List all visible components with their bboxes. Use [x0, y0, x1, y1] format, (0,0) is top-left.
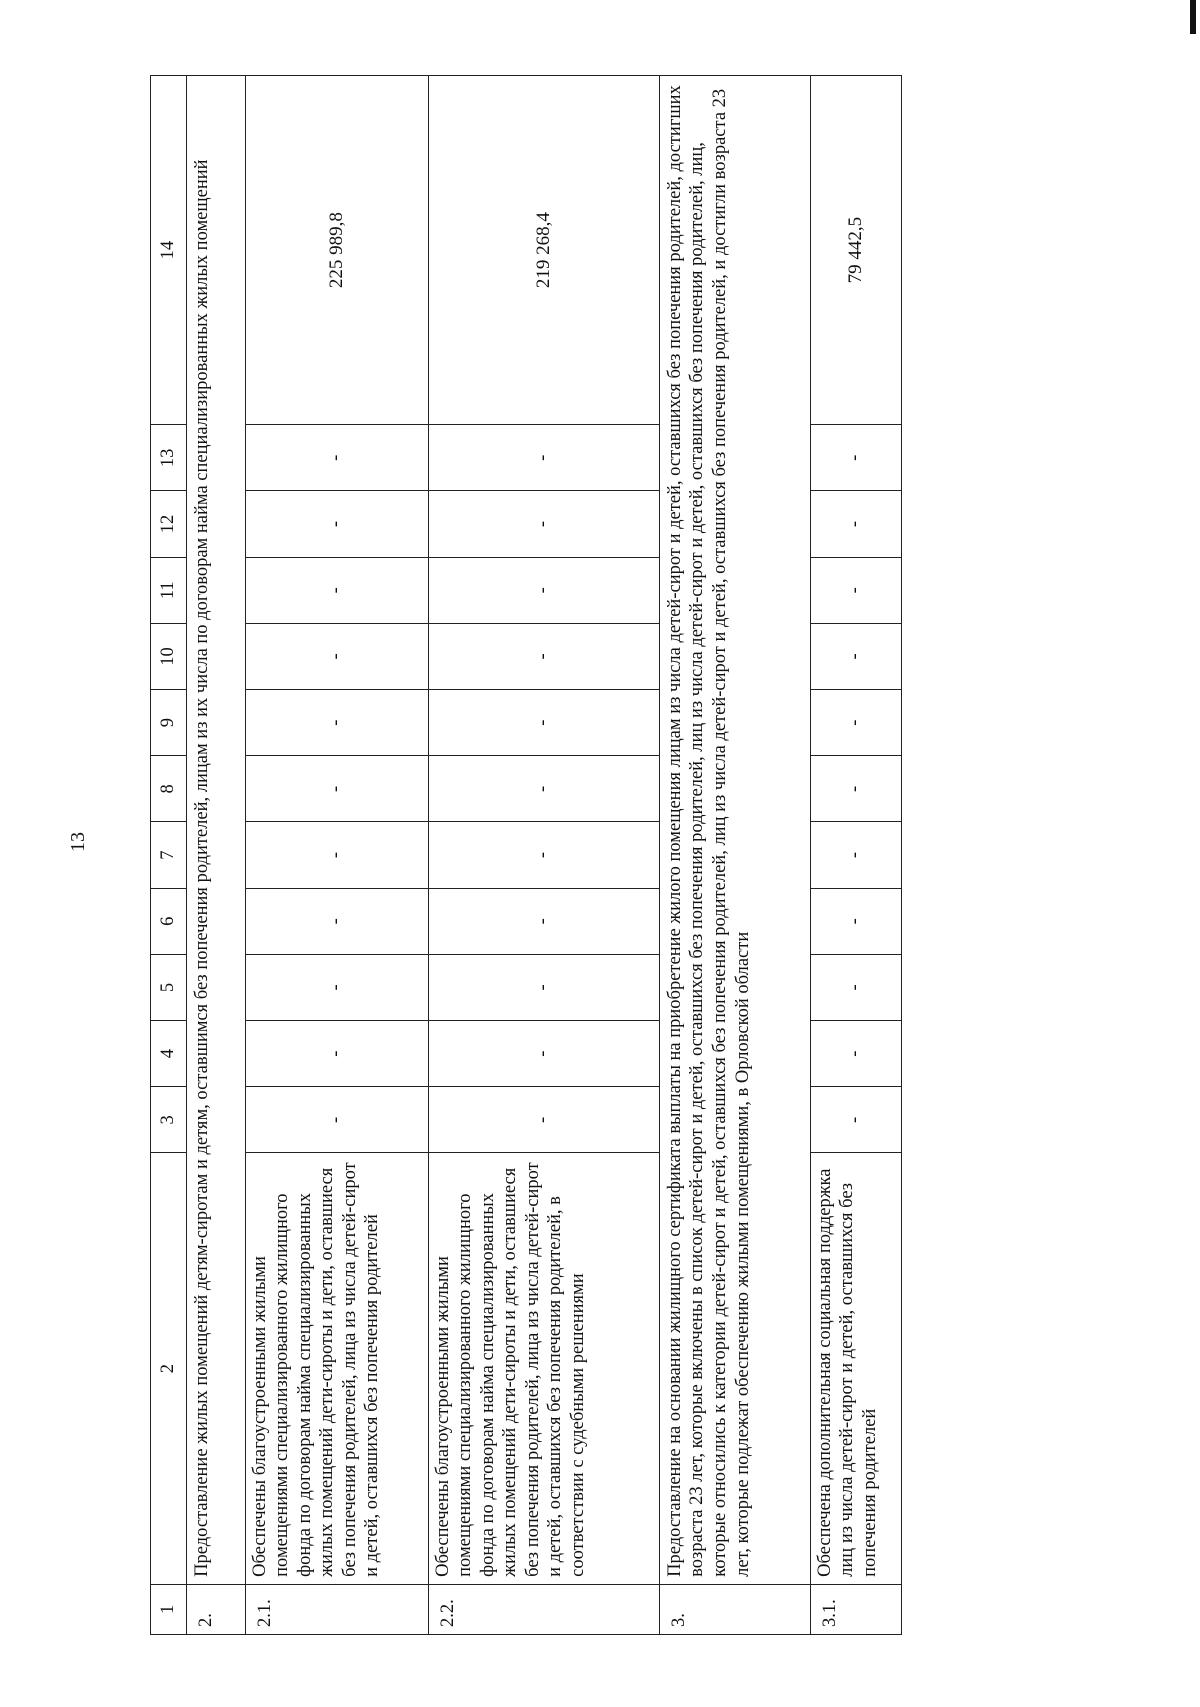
empty-value-cell: -: [245, 623, 428, 689]
column-header: 3: [151, 1087, 187, 1153]
row-description: Обеспечены благоустроенными жилыми помещениями специализированного жилищного фонда по договорам найма специализированных жилых помещений дети-сироты и дети, оставшиеся без попечения родителей, лица из числа детей-сирот и детей, оставшихся без попечения родителей: [245, 1153, 428, 1584]
column-header: 13: [151, 425, 187, 491]
table-row: [245, 76, 428, 1635]
total-value: 225 989,8: [245, 76, 428, 425]
column-header: 8: [151, 756, 187, 822]
page-number: 13: [67, 832, 89, 852]
row-number: 2.1.: [245, 1584, 428, 1634]
budget-table: [150, 75, 902, 1635]
table-body: [151, 76, 902, 1635]
section-title: Предоставление на основании жилищного сертификата выплаты на приобретение жилого помещения лицам из числа детей-сирот и детей, оставшихся без попечения родителей, достигших возраста 23 лет, которые включены в список детей-сирот и детей, оставшихся без попечения родителей, лиц из числа детей-сирот и детей, оставшихся без попечения родителей, лиц, которые относились к категории детей-сирот и детей, оставшихся без попечения родителей, лиц из числа детей-сирот и детей, оставшихся без попечения родителей, и достигли возраста 23 лет, которые подлежат обеспечению жилыми помещениями, в Орловской области: [659, 76, 810, 1585]
empty-value-cell: -: [245, 1021, 428, 1087]
column-header: 5: [151, 954, 187, 1020]
empty-value-cell: -: [810, 491, 901, 557]
column-header: 2: [151, 1153, 187, 1584]
empty-value-cell: -: [428, 1021, 659, 1087]
empty-value-cell: -: [245, 822, 428, 888]
empty-value-cell: -: [245, 1087, 428, 1153]
column-header: 7: [151, 822, 187, 888]
total-value: 79 442,5: [810, 76, 901, 425]
column-header: 9: [151, 690, 187, 756]
column-header: 10: [151, 623, 187, 689]
row-description: Обеспечена дополнительная социальная поддержка лиц из числа детей-сирот и детей, оставшихся без попечения родителей: [810, 1153, 901, 1584]
empty-value-cell: -: [428, 491, 659, 557]
row-number: 3.1.: [810, 1584, 901, 1634]
empty-value-cell: -: [428, 954, 659, 1020]
column-number-row: [151, 76, 187, 1635]
section-number: 3.: [659, 1584, 810, 1634]
empty-value-cell: -: [428, 623, 659, 689]
empty-value-cell: -: [810, 623, 901, 689]
column-header: 1: [151, 1584, 187, 1634]
section-number: 2.: [186, 1584, 245, 1634]
empty-value-cell: -: [428, 425, 659, 491]
empty-value-cell: -: [428, 756, 659, 822]
column-header: 12: [151, 491, 187, 557]
empty-value-cell: -: [428, 690, 659, 756]
table-row: [428, 76, 659, 1635]
empty-value-cell: -: [810, 756, 901, 822]
empty-value-cell: -: [428, 557, 659, 623]
empty-value-cell: -: [810, 888, 901, 954]
scan-edge-mark: [1190, 0, 1196, 34]
empty-value-cell: -: [810, 557, 901, 623]
section-row: [186, 76, 245, 1635]
empty-value-cell: -: [810, 1087, 901, 1153]
empty-value-cell: -: [810, 954, 901, 1020]
empty-value-cell: -: [810, 690, 901, 756]
empty-value-cell: -: [245, 425, 428, 491]
column-header: 4: [151, 1021, 187, 1087]
total-value: 219 268,4: [428, 76, 659, 425]
row-description: Обеспечены благоустроенными жилыми помещениями специализированного жилищного фонда по договорам найма специализированных жилых помещений дети-сироты и дети, оставшиеся без попечения родителей, лица из числа детей-сирот и детей, оставшихся без попечения родителей, в соответствии с судебными решениями: [428, 1153, 659, 1584]
section-row: [659, 76, 810, 1635]
table-row: [810, 76, 901, 1635]
empty-value-cell: -: [810, 425, 901, 491]
row-number: 2.2.: [428, 1584, 659, 1634]
empty-value-cell: -: [810, 822, 901, 888]
column-header: 6: [151, 888, 187, 954]
empty-value-cell: -: [428, 1087, 659, 1153]
section-title: Предоставление жилых помещений детям-сиротам и детям, оставшимся без попечения родителей, лицам из их числа по договорам найма специализированных жилых помещений: [186, 76, 245, 1585]
empty-value-cell: -: [245, 557, 428, 623]
column-header: 11: [151, 557, 187, 623]
empty-value-cell: -: [245, 954, 428, 1020]
rotated-page: [150, 75, 902, 1635]
empty-value-cell: -: [810, 1021, 901, 1087]
empty-value-cell: -: [245, 491, 428, 557]
empty-value-cell: -: [245, 888, 428, 954]
column-header: 14: [151, 76, 187, 425]
empty-value-cell: -: [245, 756, 428, 822]
empty-value-cell: -: [428, 888, 659, 954]
empty-value-cell: -: [428, 822, 659, 888]
empty-value-cell: -: [245, 690, 428, 756]
